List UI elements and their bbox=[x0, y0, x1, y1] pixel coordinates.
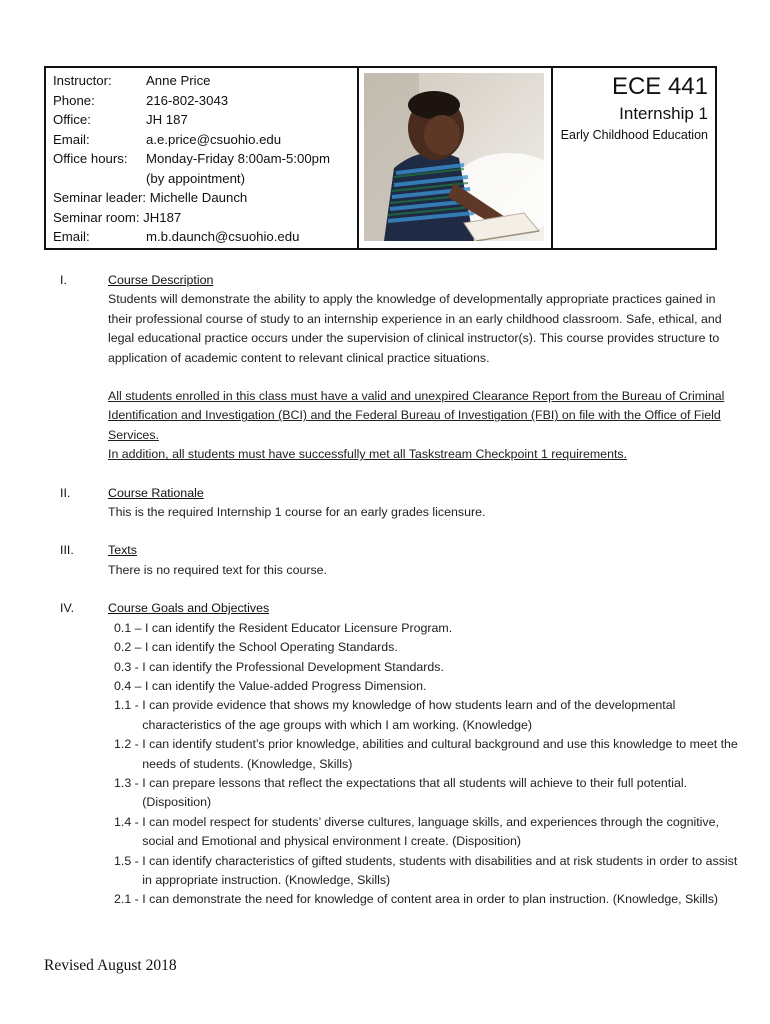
instructor-label: Instructor: bbox=[53, 73, 112, 88]
email2-label: Email: bbox=[53, 229, 90, 244]
goal-item: 1.5 - I can identify characteristics of gifted students, students with disabilities and at risk students in order to assist in appropriate instruction. (Knowledge, Skills) bbox=[114, 853, 738, 887]
section-texts bbox=[60, 541, 740, 580]
section-number: III. bbox=[60, 543, 74, 558]
texts-text: There is no required text for this course. bbox=[108, 562, 328, 577]
revision-footer: Revised August 2018 bbox=[44, 957, 177, 974]
phone-number: 216-802-3043 bbox=[146, 92, 229, 108]
course-name: Internship 1 bbox=[619, 104, 708, 123]
course-department: Early Childhood Education bbox=[560, 128, 708, 142]
instructor-name: Anne Price bbox=[146, 73, 211, 88]
goal-item: 1.1 - I can provide evidence that shows my knowledge of how students learn and of the developmental characteristics of the age groups with which I am working. (Knowledge) bbox=[114, 698, 676, 732]
section-course-description bbox=[60, 271, 740, 465]
section-heading: Texts bbox=[108, 543, 137, 558]
section-number: IV. bbox=[60, 601, 75, 616]
goal-item: 0.1 – I can identify the Resident Educator Licensure Program. bbox=[114, 620, 453, 635]
photo-cell bbox=[359, 68, 553, 248]
instructor-email: a.e.price@csuohio.edu bbox=[146, 131, 282, 147]
syllabus-content bbox=[60, 271, 740, 910]
seminar-leader: Seminar leader: Michelle Daunch bbox=[53, 190, 248, 205]
goal-item: 1.2 - I can identify student’s prior knowledge, abilities and cultural background and use this knowledge to meet the needs of students. (Knowledge, Skills) bbox=[114, 737, 738, 771]
goal-item: 0.4 – I can identify the Value-added Progress Dimension. bbox=[114, 678, 427, 693]
office-hours: Monday-Friday 8:00am-5:00pm bbox=[146, 151, 330, 166]
office-room: JH 187 bbox=[146, 112, 188, 127]
goal-item: 0.3 - I can identify the Professional Development Standards. bbox=[114, 659, 444, 674]
section-goals bbox=[60, 599, 740, 910]
hours-label: Office hours: bbox=[53, 151, 128, 166]
goal-item: 0.2 – I can identify the School Operating Standards. bbox=[114, 640, 398, 655]
goals-list bbox=[108, 619, 740, 910]
description-text: Students will demonstrate the ability to apply the knowledge of developmentally appropriate practices gained in their professional course of study to an internship experience in an early childhood classroom. Safe, ethical, and legal educational practice occurs under the supervision of clinical instructor(s). This course provides structure to application of academic content to relevant clinical practice situations. bbox=[108, 292, 722, 365]
section-number: II. bbox=[60, 485, 71, 500]
phone-label: Phone: bbox=[53, 92, 95, 108]
contact-info bbox=[46, 68, 359, 248]
course-code: ECE 441 bbox=[611, 73, 708, 100]
header-table bbox=[44, 66, 717, 250]
email-label: Email: bbox=[53, 131, 90, 147]
goal-item: 2.1 - I can demonstrate the need for knowledge of content area in order to plan instruction. (Knowledge, Skills) bbox=[114, 892, 719, 907]
seminar-email: m.b.daunch@csuohio.edu bbox=[146, 229, 300, 244]
seminar-room: Seminar room: JH187 bbox=[53, 209, 182, 225]
section-heading: Course Goals and Objectives bbox=[108, 601, 270, 616]
section-heading: Course Rationale bbox=[108, 485, 204, 500]
rationale-text: This is the required Internship 1 course for an early grades licensure. bbox=[108, 505, 486, 520]
hours-note: (by appointment) bbox=[146, 170, 245, 186]
clearance-notice: All students enrolled in this class must have a valid and unexpired Clearance Report from the Bureau of Criminal Identification and Investigation (BCI) and the Federal Bureau of Investigation (FBI) on file with the Office of Field Services. bbox=[108, 389, 725, 442]
checkpoint-notice: In addition, all students must have successfully met all Taskstream Checkpoint 1 requirements. bbox=[108, 447, 628, 462]
child-reading-photo bbox=[364, 73, 544, 241]
section-course-rationale bbox=[60, 484, 740, 523]
goal-item: 1.4 - I can model respect for students’ diverse cultures, language skills, and experiences through the cognitive, social and Emotional and physical environment I create. (Disposition) bbox=[114, 814, 719, 849]
goal-item: 1.3 - I can prepare lessons that reflect the expectations that all students will achieve to their full potential. (Disposition) bbox=[114, 775, 688, 810]
course-title-cell bbox=[553, 68, 715, 248]
section-number: I. bbox=[60, 273, 67, 287]
office-label: Office: bbox=[53, 112, 91, 127]
section-heading: Course Description bbox=[108, 273, 214, 287]
